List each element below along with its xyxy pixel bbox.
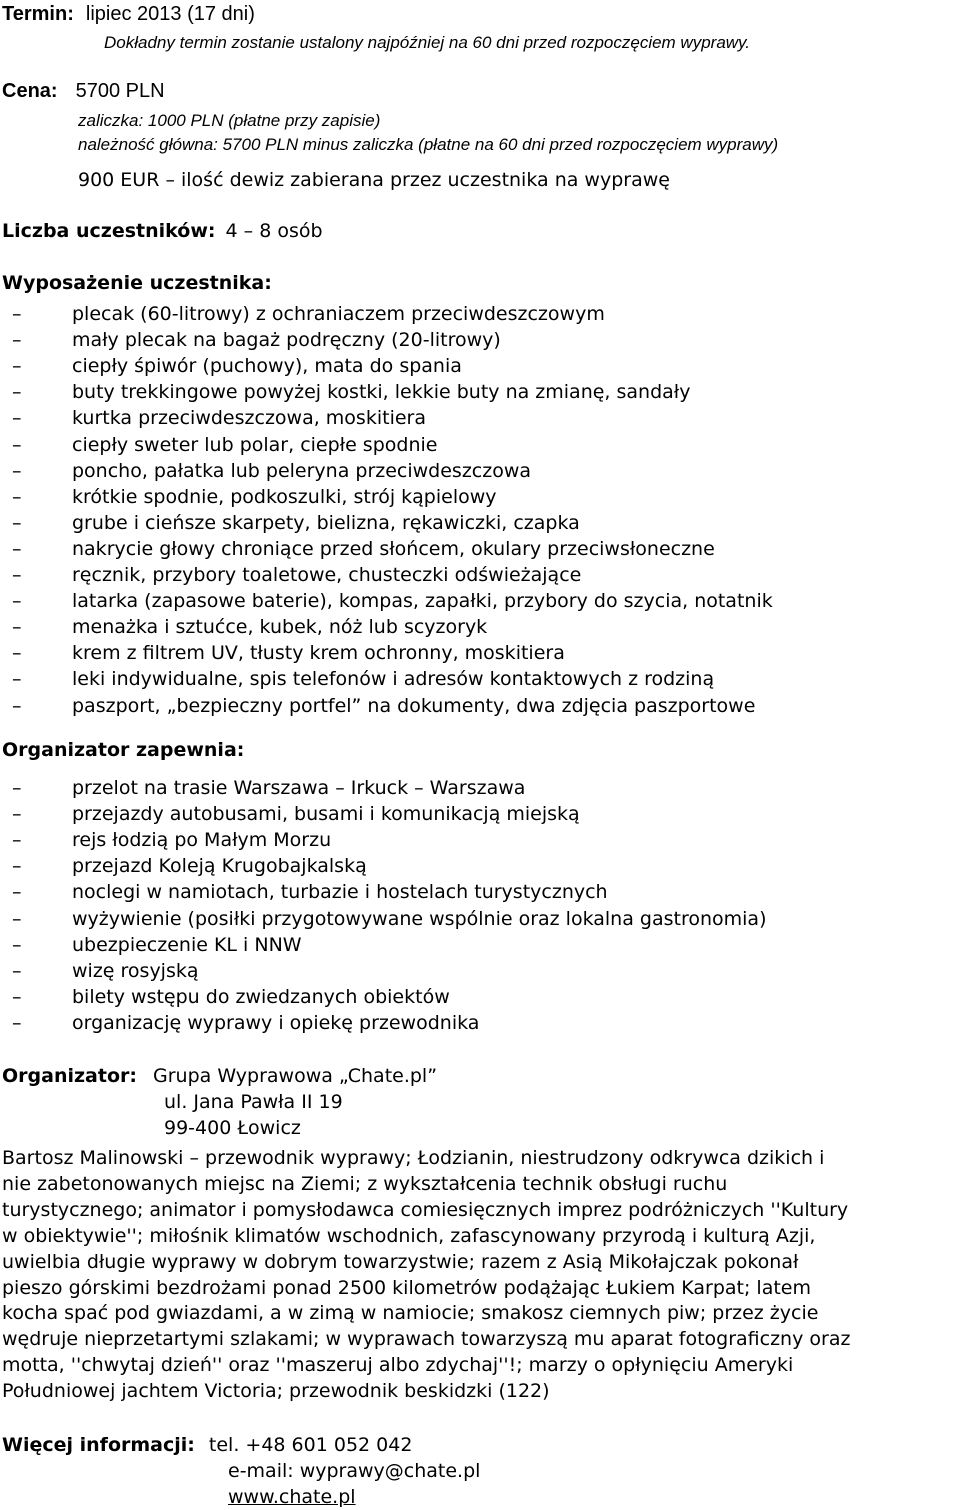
bio-line: Południowej jachtem Victoria; przewodnik beskidzki (122) (2, 1380, 550, 1403)
kontakt-tel: tel. +48 601 052 042 (208, 1434, 413, 1456)
cena-dewizy: 900 EUR – ilość dewiz zabierana przez uczestnika na wyprawę (78, 169, 670, 191)
guide-bio (2, 1146, 960, 1405)
cena-naleznosc: należność główna: 5700 PLN minus zaliczka (płatne na 60 dni przed rozpoczęciem wyprawy) (78, 135, 779, 154)
cena-row (2, 78, 165, 104)
dash-bullet: – (12, 881, 22, 904)
organizator-name: Grupa Wyprawowa „Chate.pl” (153, 1065, 438, 1087)
list-item-text: grube i cieńsze skarpety, bielizna, rękawiczki, czapka (72, 511, 580, 534)
list-item-text: leki indywidualne, spis telefonów i adresów kontaktowych z rodziną (72, 668, 715, 691)
bio-line: motta, ''chwytaj dzień'' oraz ''maszeruj albo zdychaj''!; marzy o opłynięciu Ameryki (2, 1354, 794, 1377)
dash-bullet: – (12, 537, 22, 560)
dash-bullet: – (12, 642, 22, 665)
kontakt-email: e-mail: wyprawy@chate.pl (228, 1460, 481, 1482)
list-item-text: wyżywienie (posiłki przygotowywane wspólnie oraz lokalna gastronomia) (72, 907, 767, 930)
kontakt-label: Więcej informacji: (2, 1434, 195, 1456)
list-item-text: przejazd Koleją Krugobajkalską (72, 855, 367, 878)
dash-bullet: – (12, 459, 22, 482)
termin-row (2, 1, 255, 27)
dash-bullet: – (12, 433, 22, 456)
organizator-label: Organizator: (2, 1065, 137, 1087)
dash-bullet: – (12, 1011, 22, 1034)
list-item-text: kurtka przeciwdeszczowa, moskitiera (72, 407, 426, 430)
list-item-text: paszport, „bezpieczny portfel” na dokumenty, dwa zdjęcia paszportowe (72, 694, 756, 717)
list-item-text: organizację wyprawy i opiekę przewodnika (72, 1011, 480, 1034)
liczba-value: 4 – 8 osób (225, 220, 323, 242)
wyposazenie-heading: Wyposażenie uczestnika: (2, 272, 272, 294)
cena-label: Cena: (2, 80, 58, 102)
dash-bullet: – (12, 407, 22, 430)
list-item-text: ręcznik, przybory toaletowe, chusteczki odświeżające (72, 564, 582, 586)
dash-bullet: – (12, 381, 22, 404)
list-item-text: buty trekkingowe powyżej kostki, lekkie buty na zmianę, sandały (72, 381, 691, 404)
termin-value: lipiec 2013 (17 dni) (85, 3, 255, 25)
dash-bullet: – (12, 485, 22, 508)
list-item-text: ciepły śpiwór (puchowy), mata do spania (72, 355, 462, 378)
liczba-label: Liczba uczestników: (2, 220, 216, 242)
bio-line: nie zabetonowanych miejsc na Ziemi; z wykształcenia technik obsługi ruchu (2, 1172, 728, 1195)
list-item-text: nakrycie głowy chroniące przed słońcem, okulary przeciwsłoneczne (72, 537, 715, 560)
list-item-text: menażka i sztućce, kubek, nóż lub scyzoryk (72, 616, 488, 639)
list-item-text: krem z filtrem UV, tłusty krem ochronny, moskitiera (72, 642, 565, 665)
organizator-street: ul. Jana Pawła II 19 (164, 1091, 343, 1113)
organizator-row (2, 1063, 437, 1089)
dash-bullet: – (12, 907, 22, 930)
list-item-text: przejazdy autobusami, busami i komunikacją miejską (72, 803, 580, 826)
dash-bullet: – (12, 829, 22, 852)
list-item-text: bilety wstępu do zwiedzanych obiektów (72, 985, 450, 1008)
list-item-text: przelot na trasie Warszawa – Irkuck – Warszawa (72, 777, 526, 799)
dash-bullet: – (12, 355, 22, 378)
kontakt-row (2, 1432, 412, 1458)
dash-bullet: – (12, 959, 22, 982)
dash-bullet: – (12, 855, 22, 878)
dash-bullet: – (12, 511, 22, 534)
list-item-text: wizę rosyjską (72, 959, 199, 982)
organizator-city: 99-400 Łowicz (164, 1117, 301, 1139)
dash-bullet: – (12, 590, 22, 613)
cena-value: 5700 PLN (75, 80, 165, 102)
bio-line: wędruje nieprzetartymi szlakami; w wyprawach towarzyszą mu aparat fotograficzny oraz (2, 1328, 851, 1351)
termin-label: Termin: (2, 3, 74, 25)
list-item-text: noclegi w namiotach, turbazie i hostelach turystycznych (72, 881, 608, 904)
list-item-text: ciepły sweter lub polar, ciepłe spodnie (72, 433, 438, 456)
dash-bullet: – (12, 329, 22, 352)
list-item-text: krótkie spodnie, podkoszulki, strój kąpielowy (72, 485, 497, 508)
dash-bullet: – (12, 564, 22, 586)
bio-line: w obiektywie''; miłośnik klimatów wschodnich, zafascynowany przyrodą i kulturą Azji, (2, 1224, 816, 1247)
bio-line: pieszo górskimi bezdrożami ponad 2500 kilometrów podążając Łukiem Karpat; latem (2, 1276, 812, 1299)
zapewnia-heading: Organizator zapewnia: (2, 739, 245, 761)
liczba-row (2, 218, 323, 244)
list-item-text: poncho, pałatka lub peleryna przeciwdeszczowa (72, 459, 532, 482)
list-item-text: plecak (60-litrowy) z ochraniaczem przeciwdeszczowym (72, 303, 605, 325)
dash-bullet: – (12, 694, 22, 717)
cena-zaliczka: zaliczka: 1000 PLN (płatne przy zapisie) (78, 111, 381, 130)
bio-line: kocha spać pod gwiazdami, a w zimą w namiocie; smakosz ciemnych piw; przez życie (2, 1302, 819, 1325)
bio-line: turystycznego; animator i pomysłodawca comiesięcznych imprez podróżniczych ''Kultury (2, 1198, 849, 1221)
dash-bullet: – (12, 303, 22, 325)
list-item-text: rejs łodzią po Małym Morzu (72, 829, 332, 852)
dash-bullet: – (12, 933, 22, 956)
dash-bullet: – (12, 777, 22, 799)
bio-line: Bartosz Malinowski – przewodnik wyprawy; Łodzianin, niestrudzony odkrywca dzikich i (2, 1147, 825, 1169)
bio-line: uwielbia długie wyprawy w dobrym towarzystwie; razem z Asią Mikołajczak pokonał (2, 1250, 799, 1273)
dash-bullet: – (12, 803, 22, 826)
list-item-text: ubezpieczenie KL i NNW (72, 933, 302, 956)
list-item-text: mały plecak na bagaż podręczny (20-litrowy) (72, 329, 501, 352)
dash-bullet: – (12, 616, 22, 639)
dash-bullet: – (12, 668, 22, 691)
termin-note: Dokładny termin zostanie ustalony najpóźniej na 60 dni przed rozpoczęciem wyprawy. (104, 33, 751, 52)
website-link[interactable]: www.chate.pl (228, 1486, 356, 1508)
list-item-text: latarka (zapasowe baterie), kompas, zapałki, przybory do szycia, notatnik (72, 590, 773, 613)
dash-bullet: – (12, 985, 22, 1008)
